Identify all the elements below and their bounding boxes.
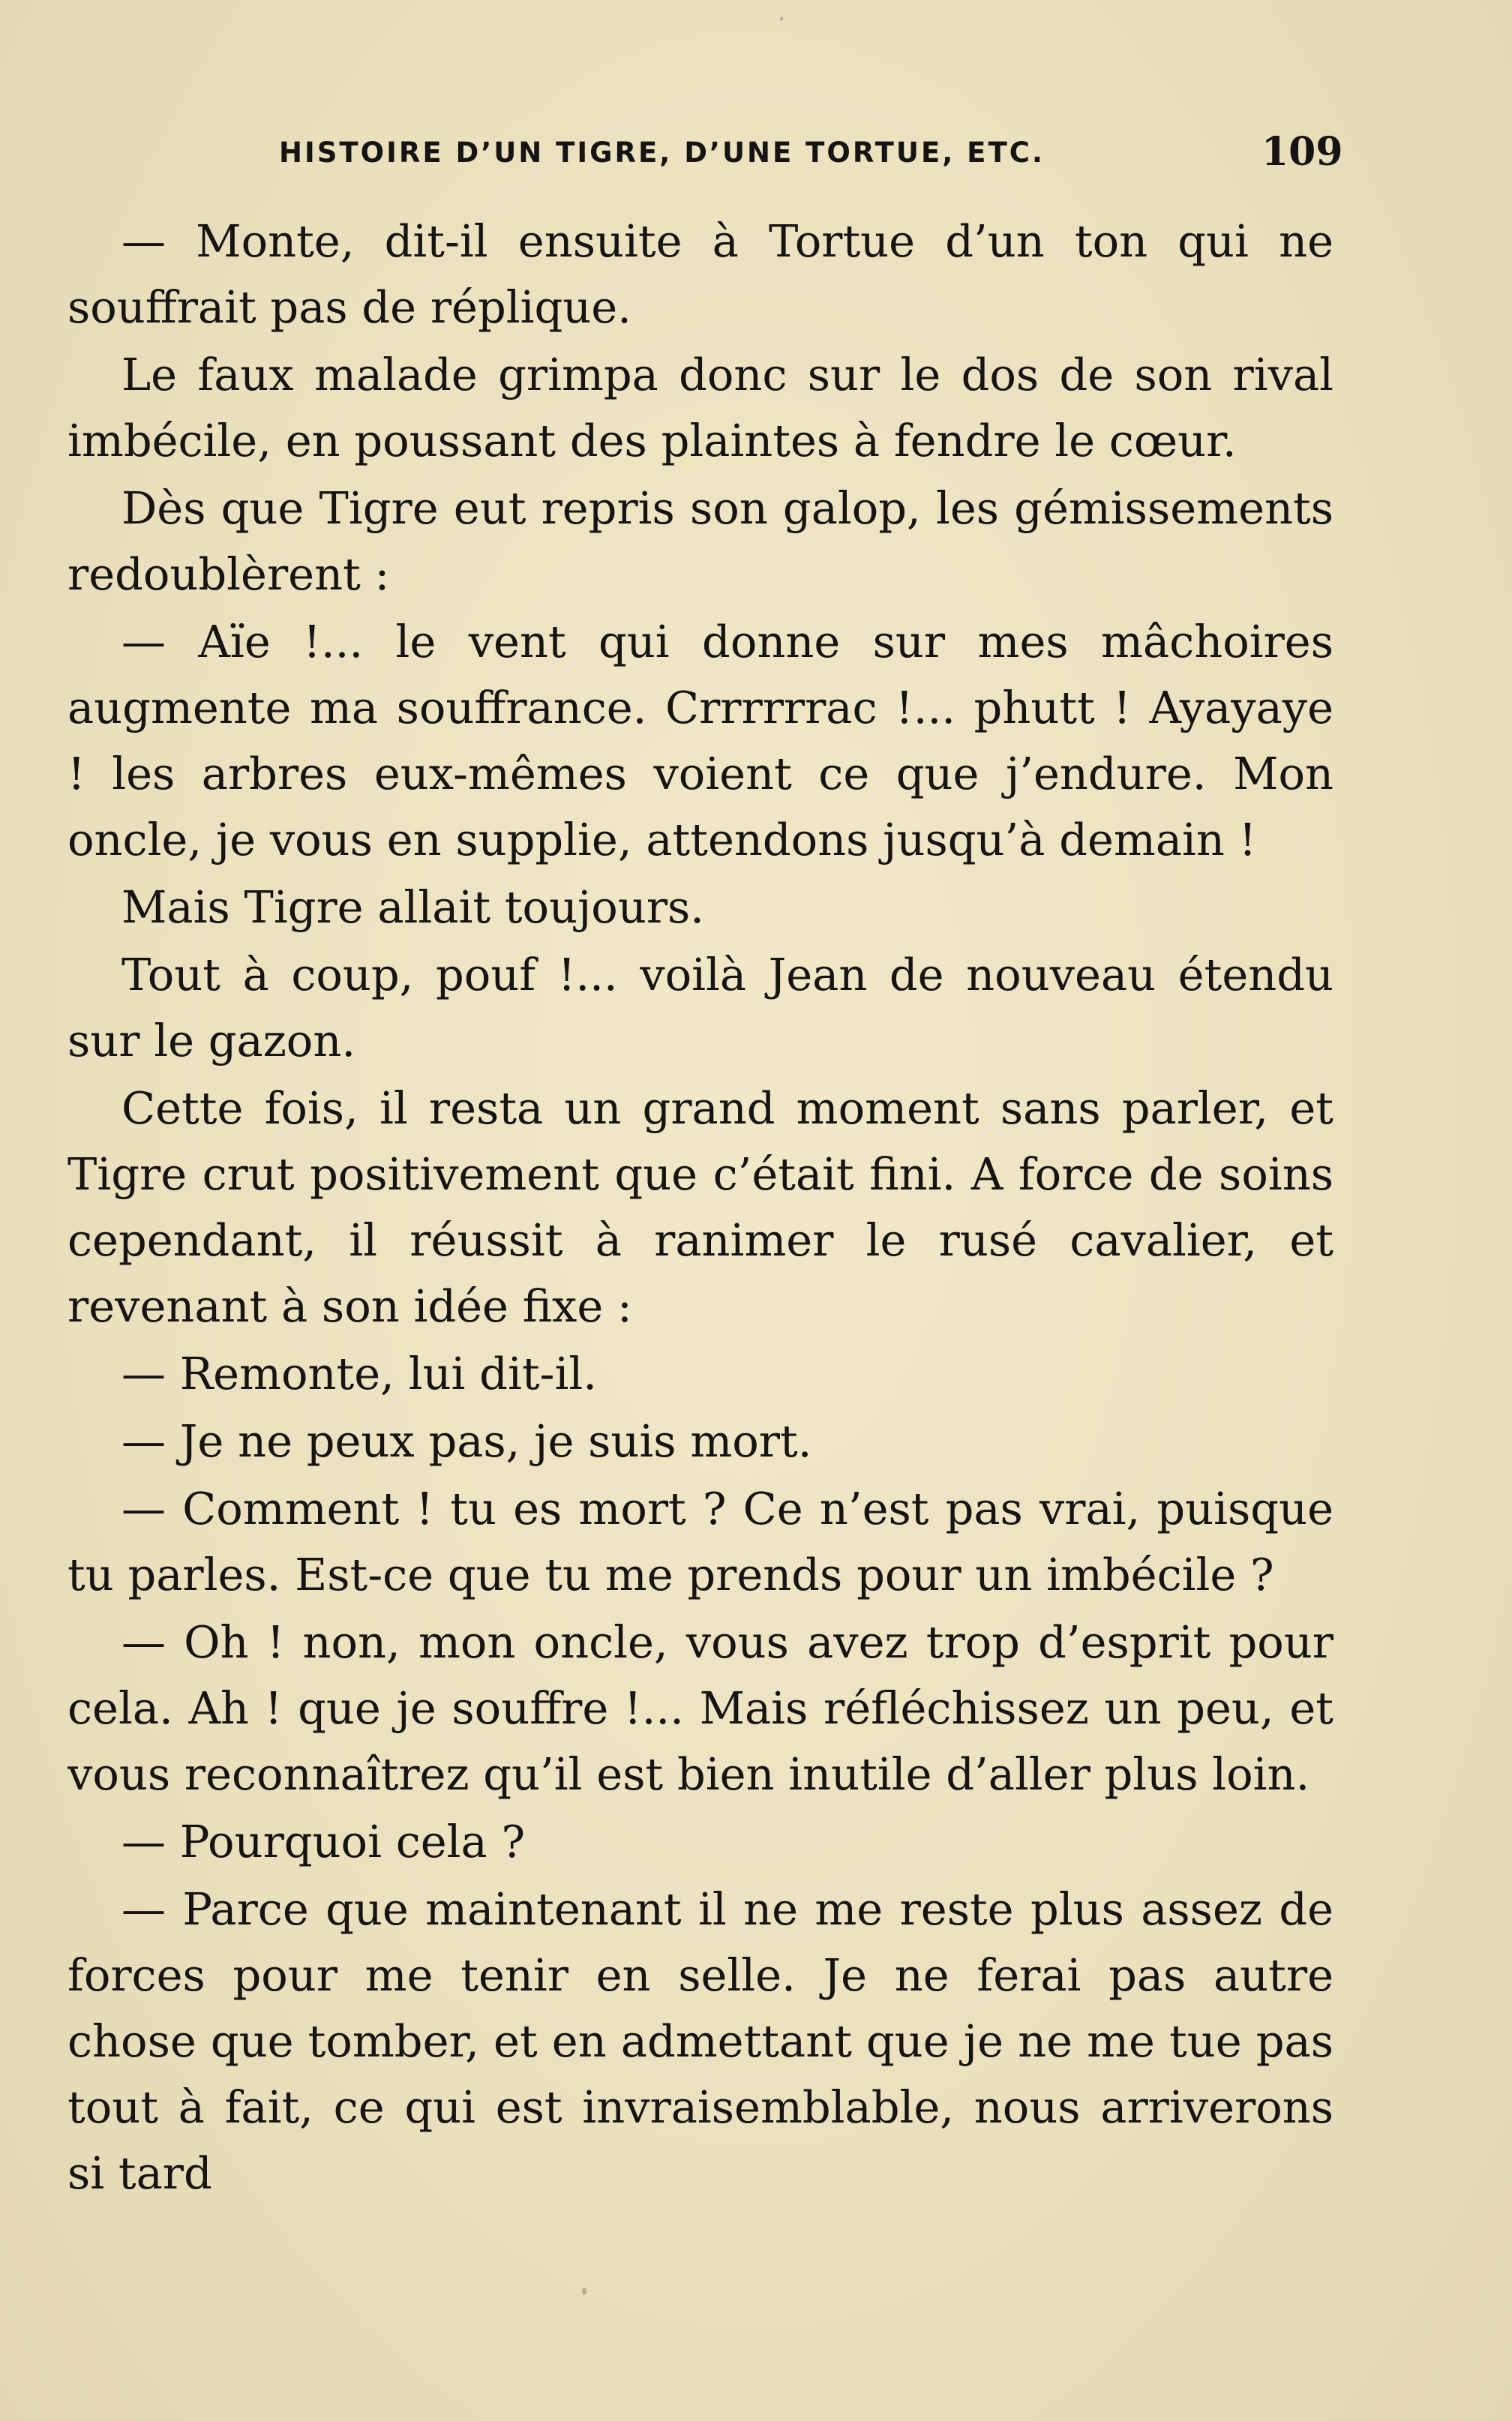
page-number: 109: [1262, 129, 1343, 175]
paragraph: Dès que Tigre eut repris son galop, les gémissements redoublèrent :: [68, 482, 1334, 600]
paragraph: Tout à coup, pouf !... voilà Jean de nouveau étendu sur le gazon.: [68, 949, 1334, 1066]
paragraph: — Aïe !... le vent qui donne sur mes mâchoires augmente ma souffrance. Crrrrrrac !... phutt ! Ayayaye ! les arbres eux-mêmes voient ce que j’endure. Mon oncle, je vous en supplie, attendons jusqu’à demain !: [68, 616, 1334, 866]
paragraph: — Comment ! tu es mort ? Ce n’est pas vrai, puisque tu parles. Est-ce que tu me prends pour un imbécile ?: [68, 1483, 1334, 1600]
paper-speck: [780, 16, 783, 21]
paragraph: — Remonte, lui dit-il.: [122, 1348, 597, 1400]
paragraph: — Pourquoi cela ?: [122, 1816, 526, 1868]
paragraph: Le faux malade grimpa donc sur le dos de son rival imbécile, en poussant des plaintes à fendre le cœur.: [68, 349, 1334, 466]
paragraph: — Oh ! non, mon oncle, vous avez trop d’esprit pour cela. Ah ! que je souffre !... Mais réfléchissez un peu, et vous reconnaîtrez qu’il est bien inutile d’aller plus loin.: [68, 1616, 1334, 1800]
paragraph: — Monte, dit-il ensuite à Tortue d’un ton qui ne souffrait pas de réplique.: [68, 215, 1334, 333]
running-title: HISTOIRE D’UN TIGRE, D’UNE TORTUE, ETC.: [279, 136, 1045, 169]
paragraph: — Parce que maintenant il ne me reste plus assez de forces pour me tenir en selle. Je ne ferai pas autre chose que tomber, et en admettant que je ne me tue pas tout à fait, ce qui est invraisemblable, nous arriverons si tard: [68, 1883, 1334, 2199]
paragraph: Mais Tigre allait toujours.: [122, 881, 705, 933]
body-text: [68, 208, 1334, 2208]
page-header: [279, 129, 1343, 182]
paragraph: Cette fois, il resta un grand moment sans parler, et Tigre crut positivement que c’était fini. A force de soins cependant, il réussit à ranimer le rusé cavalier, et revenant à son idée fixe :: [68, 1082, 1334, 1332]
paper-speck: [582, 2288, 586, 2295]
paragraph: — Je ne peux pas, je suis mort.: [122, 1415, 812, 1467]
